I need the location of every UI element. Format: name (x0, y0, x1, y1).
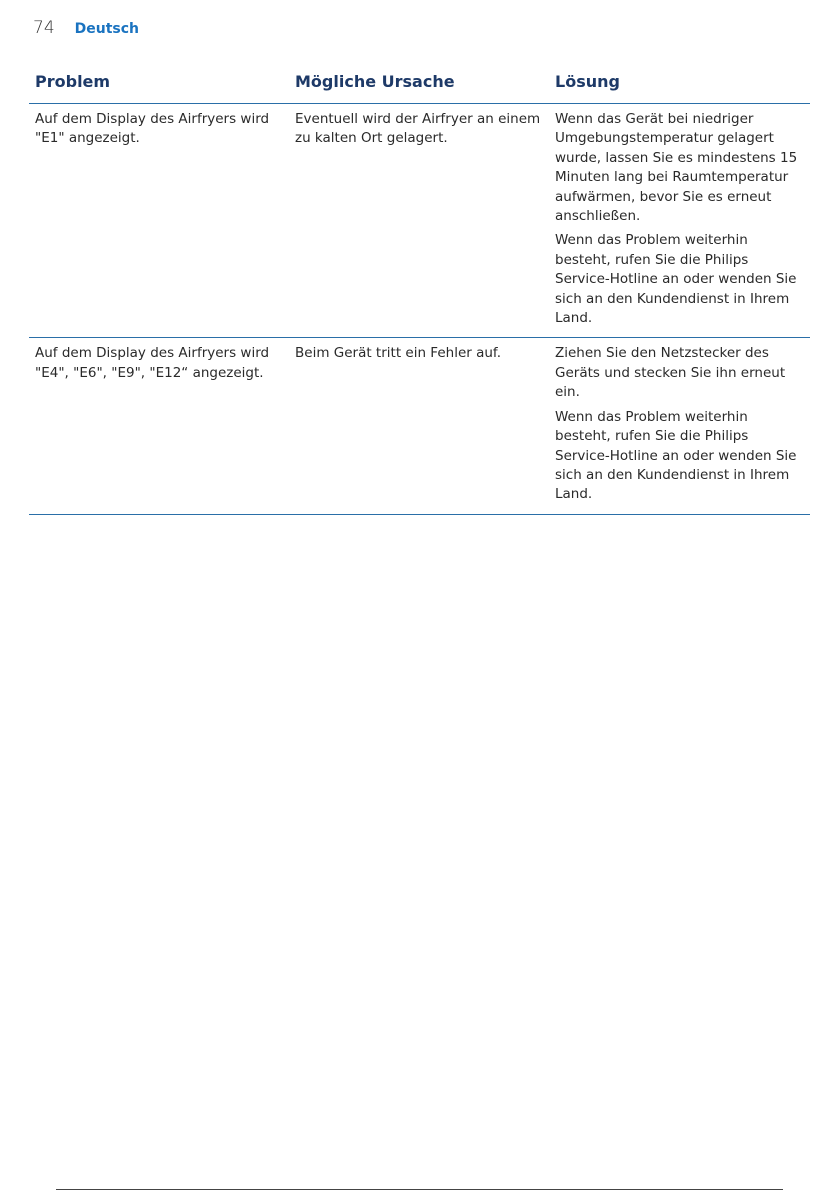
column-header-solution: Lösung (555, 72, 620, 91)
footer-divider (56, 1189, 783, 1190)
table-row (29, 104, 810, 338)
solution-text: Ziehen Sie den Netzstecker des Geräts und stecken Sie ihn erneut ein. (555, 345, 786, 401)
language-label: Deutsch (74, 21, 140, 37)
cause-text: Beim Gerät tritt ein Fehler auf. (295, 345, 501, 362)
cause-cell (289, 110, 549, 328)
problem-cell (29, 344, 289, 504)
troubleshooting-table (29, 60, 810, 515)
solution-cell (549, 110, 810, 328)
cause-text: Eventuell wird der Airfryer an einem zu kalten Ort gelagert. (295, 111, 541, 147)
solution-text: Wenn das Problem weiterhin besteht, rufen Sie die Philips Service-Hotline an oder wenden Sie sich an den Kundendienst in Ihrem Land. (555, 232, 797, 327)
problem-text: Auf dem Display des Airfryers wird "E1" angezeigt. (35, 111, 270, 147)
cause-cell (289, 344, 549, 504)
page-number: 74 (33, 18, 55, 38)
problem-cell (29, 110, 289, 328)
solution-text: Wenn das Gerät bei niedriger Umgebungstemperatur gelagert wurde, lassen Sie es mindestens 15 Minuten lang bei Raumtemperatur aufwärmen, bevor Sie es erneut anschließen. (555, 111, 798, 225)
solution-text: Wenn das Problem weiterhin besteht, rufen Sie die Philips Service-Hotline an oder wenden Sie sich an den Kundendienst in Ihrem Land. (555, 408, 797, 503)
problem-text: Auf dem Display des Airfryers wird "E4", "E6", "E9", "E12“ angezeigt. (35, 345, 270, 381)
solution-cell (549, 344, 810, 504)
table-header (29, 60, 810, 104)
column-header-cause: Mögliche Ursache (295, 72, 455, 91)
column-header-problem: Problem (35, 72, 111, 91)
table-row (29, 338, 810, 514)
page-header (33, 18, 139, 38)
